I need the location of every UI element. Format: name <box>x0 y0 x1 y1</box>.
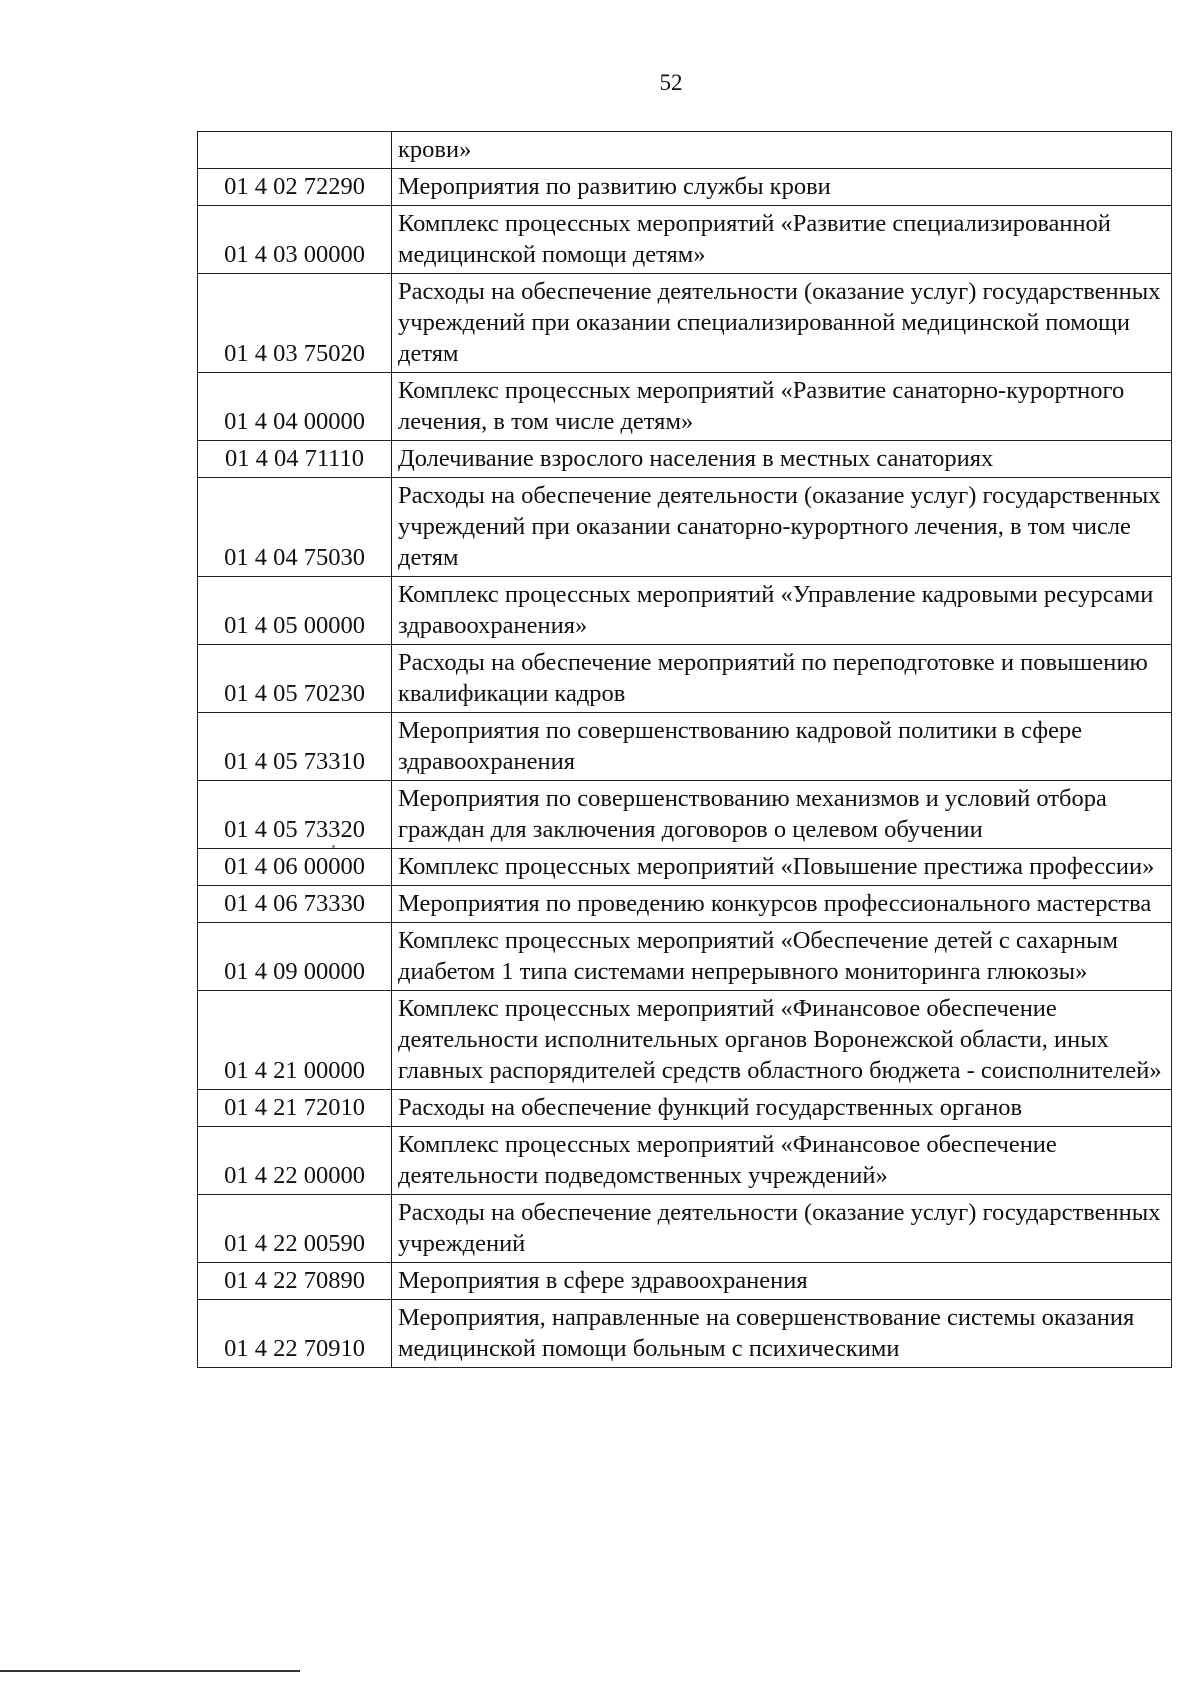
budget-codes-table <box>197 131 1172 1368</box>
table-row <box>198 478 1172 577</box>
expense-name-cell: Комплекс процессных мероприятий «Финансовое обеспечение деятельности исполнительных органов Воронежской области, иных главных распорядителей средств областного бюджета - соисполнителей» <box>392 991 1172 1090</box>
classification-code-cell: 01 4 09 00000 <box>198 923 392 991</box>
expense-name-cell: Комплекс процессных мероприятий «Управление кадровыми ресурсами здравоохранения» <box>392 577 1172 645</box>
classification-code-cell: 01 4 06 73330 <box>198 886 392 923</box>
expense-name-cell: Расходы на обеспечение деятельности (оказание услуг) государственных учреждений при оказании специализированной медицинской помощи детям <box>392 274 1172 373</box>
expense-name-cell: Расходы на обеспечение функций государственных органов <box>392 1090 1172 1127</box>
expense-name-cell: Мероприятия в сфере здравоохранения <box>392 1263 1172 1300</box>
table-row <box>198 1263 1172 1300</box>
classification-code-cell: 01 4 22 00590 <box>198 1195 392 1263</box>
classification-code-cell: 01 4 05 73310 <box>198 713 392 781</box>
table-row <box>198 645 1172 713</box>
classification-code-cell <box>198 132 392 169</box>
table-row <box>198 1195 1172 1263</box>
table-row <box>198 132 1172 169</box>
expense-name-cell: Мероприятия по проведению конкурсов профессионального мастерства <box>392 886 1172 923</box>
scan-artifact-dot <box>332 845 335 848</box>
table-row <box>198 1090 1172 1127</box>
classification-code-cell: 01 4 05 70230 <box>198 645 392 713</box>
classification-code-cell: 01 4 02 72290 <box>198 169 392 206</box>
expense-name-cell: Комплекс процессных мероприятий «Развитие специализированной медицинской помощи детям» <box>392 206 1172 274</box>
expense-name-cell: Комплекс процессных мероприятий «Повышение престижа профессии» <box>392 849 1172 886</box>
classification-code-cell: 01 4 22 70890 <box>198 1263 392 1300</box>
expense-name-cell: крови» <box>392 132 1172 169</box>
classification-code-cell: 01 4 05 73320 <box>198 781 392 849</box>
expense-name-cell: Мероприятия по развитию службы крови <box>392 169 1172 206</box>
table-row <box>198 441 1172 478</box>
budget-codes-table-body <box>198 132 1172 1368</box>
table-row <box>198 577 1172 645</box>
expense-name-cell: Расходы на обеспечение деятельности (оказание услуг) государственных учреждений <box>392 1195 1172 1263</box>
classification-code-cell: 01 4 04 00000 <box>198 373 392 441</box>
classification-code-cell: 01 4 05 00000 <box>198 577 392 645</box>
classification-code-cell: 01 4 04 71110 <box>198 441 392 478</box>
expense-name-cell: Мероприятия, направленные на совершенствование системы оказания медицинской помощи больным с психическими <box>392 1300 1172 1368</box>
table-row <box>198 169 1172 206</box>
classification-code-cell: 01 4 03 75020 <box>198 274 392 373</box>
table-row <box>198 1300 1172 1368</box>
expense-name-cell: Мероприятия по совершенствованию кадровой политики в сфере здравоохранения <box>392 713 1172 781</box>
bottom-scan-rule <box>0 1670 300 1672</box>
classification-code-cell: 01 4 04 75030 <box>198 478 392 577</box>
table-row <box>198 781 1172 849</box>
expense-name-cell: Комплекс процессных мероприятий «Развитие санаторно-курортного лечения, в том числе детям» <box>392 373 1172 441</box>
classification-code-cell: 01 4 22 00000 <box>198 1127 392 1195</box>
page-number: 52 <box>659 70 683 95</box>
classification-code-cell: 01 4 21 72010 <box>198 1090 392 1127</box>
table-row <box>198 1127 1172 1195</box>
classification-code-cell: 01 4 03 00000 <box>198 206 392 274</box>
table-row <box>198 206 1172 274</box>
expense-name-cell: Расходы на обеспечение деятельности (оказание услуг) государственных учреждений при оказании санаторно-курортного лечения, в том числе детям <box>392 478 1172 577</box>
expense-name-cell: Долечивание взрослого населения в местных санаториях <box>392 441 1172 478</box>
table-row <box>198 849 1172 886</box>
table-row <box>198 886 1172 923</box>
classification-code-cell: 01 4 06 00000 <box>198 849 392 886</box>
table-row <box>198 713 1172 781</box>
table-row <box>198 923 1172 991</box>
expense-name-cell: Расходы на обеспечение мероприятий по переподготовке и повышению квалификации кадров <box>392 645 1172 713</box>
expense-name-cell: Комплекс процессных мероприятий «Обеспечение детей с сахарным диабетом 1 типа системами непрерывного мониторинга глюкозы» <box>392 923 1172 991</box>
table-row <box>198 991 1172 1090</box>
table-row <box>198 274 1172 373</box>
expense-name-cell: Мероприятия по совершенствованию механизмов и условий отбора граждан для заключения договоров о целевом обучении <box>392 781 1172 849</box>
classification-code-cell: 01 4 22 70910 <box>198 1300 392 1368</box>
classification-code-cell: 01 4 21 00000 <box>198 991 392 1090</box>
expense-name-cell: Комплекс процессных мероприятий «Финансовое обеспечение деятельности подведомственных учреждений» <box>392 1127 1172 1195</box>
table-row <box>198 373 1172 441</box>
